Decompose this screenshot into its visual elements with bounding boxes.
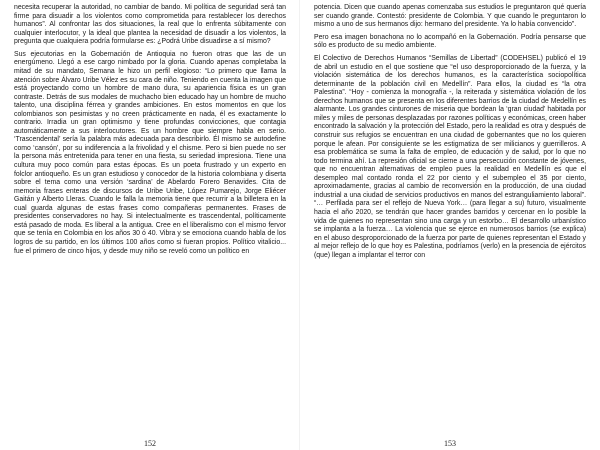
paragraph: potencia. Dicen que cuando apenas comenzaba sus estudios le preguntaron qué quería ser cuando grande. Contestó: presidente de Colombia. Y que cuando le preguntaron lo mismo a uno de sus hermanos dijo: hermano del presidente. Ya lo había convencido”. xyxy=(314,4,586,29)
left-page-text xyxy=(14,4,286,256)
paragraph: necesita recuperar la autoridad, no cambiar de bando. Mi política de seguridad será tan firme para disuadir a los violentos como comprometida para restablecer los derechos humanos”. Al confrontar las dos situaciones, la real que lo enfrenta súbitamente con cualquier interlocutor, y la ideal que plantea la necesidad de disuadir a los violentos, la pregunta que cualquiera podría formularse es: ¿Podrá Uribe disuadirse a sí mismo? xyxy=(14,4,286,46)
paragraph: Sus ejecutorias en la Gobernación de Antioquia no fueron otras que las de un energúmeno. Llegó a ese cargo nimbado por la gloria. Cuando apenas completaba la mitad de su mandato, Semana le hizo un perfil elogioso: “Lo primero que llama la atención sobre Álvaro Uribe Vélez es su cara de niño. Teniendo en cuenta la imagen que está proyectando como un hombre de mano dura, su apariencia física es un gran contraste. Detrás de sus modales de muchacho bien educado hay un hombre de mucho talento, una disciplina férrea y grandes ambiciones. En estos momentos en que los colombianos son pesimistas y no creen prácticamente en nada, él es exactamente lo contrario. Irradia un gran optimismo y tiene profundas convicciones, que contagia automáticamente a sus interlocutores. Es un hombre que siempre habla en serio. ‘Trascendental’ sería la palabra más adecuada para describirlo. Él mismo se autodefine como ‘cansón’, por su indiferencia a la frivolidad y el chisme. Pero si bien puede no ser la persona más entretenida para tener en una fiesta, su seriedad impresiona. Tiene una cultura muy poco común para estas épocas. Es un poeta frustrado y un experto en folclor antioqueño. Es un gran estudioso y conocedor de la historia colombiana y diserta sobre el tema como una versión ‘sardina’ de Abelardo Forero Benavides. Cita de memoria frases enteras de discursos de Uribe Uribe, López Pumarejo, Jorge Eliécer Gaitán y Alberto Lleras. Cuando le falla la memoria tiene que recurrir a la billetera en la cual guarda algunas de estas frases como compañeras permanentes. Frases de presidentes conservadores no hay. Si intelectualmente es trascendental, políticamente está pasado de moda. Es liberal a la antigua. Cree en el liberalismo con el mismo fervor que se tenía en Colombia en los años 30 ó 40. Vibra y se emociona cuando habla de los logros de su partido, en los últimos 100 años como si fueran propios. Político vitalicio... fue el primero de cinco hijos, y desde muy niño se reveló como un político en xyxy=(14,50,286,255)
page-number: 152 xyxy=(144,439,156,448)
page-number: 153 xyxy=(444,439,456,448)
right-page xyxy=(314,4,586,450)
left-page xyxy=(14,4,286,450)
paragraph: El Colectivo de Derechos Humanos “Semillas de Libertad” (CODEHSEL) publicó el 19 de abril un estudio en el que sostiene que “el uso desproporcionado de la fuerza, y la violación sistemática de los derechos humanos, es la característica sociopolítica determinante de la población civil en Medellín”. Para ellos, la ciudad es “la otra Palestina”. “Hoy - comienza la monografía -, la reiterada y sistemática violación de los derechos humanos que se presenta en los diferentes barrios de la ciudad de Medellín es alarmante. Los grandes cinturones de miseria que bordean la ‘gran ciudad’ habitada por miles y miles de personas desplazadas por razones políticas y económicas, creen haber encontrado la salvación y la protección del Estado, pero la realidad es otra y después de construir sus refugios se encuentran en una ciudad de gobernantes que no los quieren porque le afean. Por consiguiente se les estigmatiza de ser milicianos y guerrilleros. A esa problemática se suma la falta de empleo, de educación y de salud, por lo que no todo termina ahí. La represión oficial se cierne a una persecución constante de jóvenes, que no encuentran alternativas de empleo pues la realidad en Medellín es que el desempleo mal contado ronda el 22 por ciento y el subempleo el 35 por ciento, aproximadamente, gracias al cambio de reconversión en la producción, de una ciudad industrial a una ciudad de servicios productivos en manos del estranguliamiento laboral”. “… Perfilada para ser el reflejo de Nueva York… (para llegar a su) futuro, visualmente hacia el año 2020, se tendrán que hacer grandes barridos y cercenar en lo posible la vida de quienes no representan sino una carga y un estorbo… El desarrollo urbanístico se implanta a la fuerza… La violencia que se ejerce en numerosos barrios (se explica) en el abuso desproporcionado de la fuerza por parte de quienes representan el Estado y al mejor reflejo de lo que hoy es Palestina, podríamos (verlo) en la presencia de ejércitos (que) llegan a implantar el terror con xyxy=(314,55,586,259)
paragraph: Pero esa imagen bonachona no lo acompañó en la Gobernación. Podría pensarse que sólo es producto de su medio ambiente. xyxy=(314,33,586,50)
right-page-text xyxy=(314,4,586,260)
gutter xyxy=(299,0,300,450)
